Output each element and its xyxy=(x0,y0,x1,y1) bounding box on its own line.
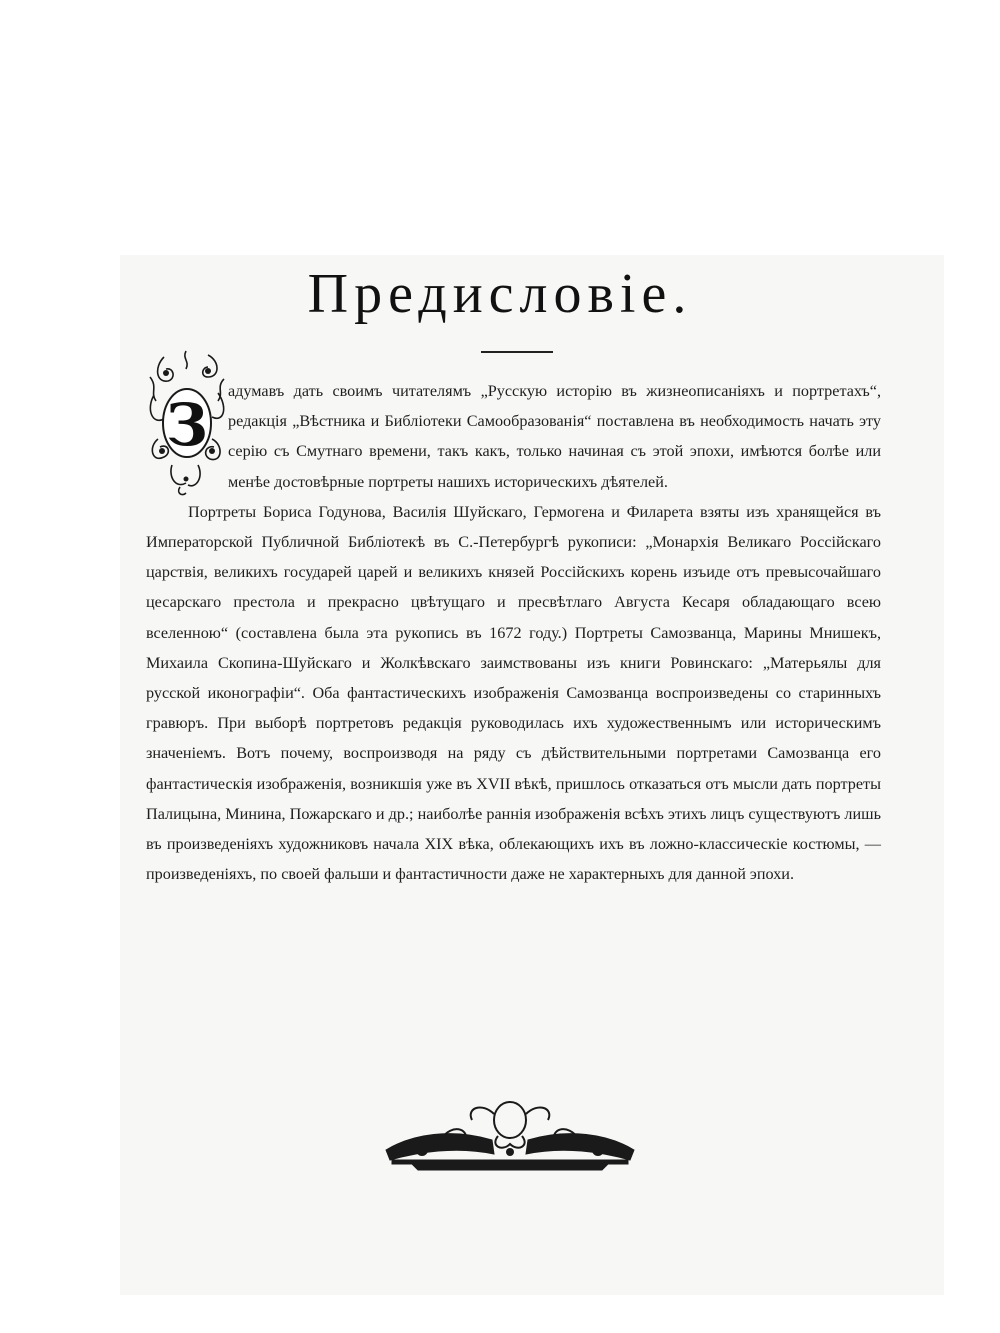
preface-text xyxy=(146,376,881,889)
paragraph-1: адумавъ дать своимъ читателямъ „Русскую исторію въ жизнеописаніяхъ и портретахъ“, редакція „Вѣстника и Библіотеки Самообразованія“ поставлена въ необходимость начать эту серію съ Смутнаго времени, такъ какъ, только начиная съ этой эпохи, имѣются болѣе или менѣе достовѣрные портреты нашихъ историческихъ дѣятелей. xyxy=(228,382,881,491)
dropcap-letter: З xyxy=(166,391,208,459)
page-title: Предисловіе. xyxy=(307,263,693,325)
cornucopia-ornament-icon xyxy=(382,1094,638,1176)
dropcap-spacer xyxy=(146,376,228,494)
title-divider xyxy=(481,351,553,353)
paragraph-2: Портреты Бориса Годунова, Василія Шуйскаго, Гермогена и Филарета взяты изъ хранящейся въ Императорской Публичной Библіотекѣ въ С.-Петербургѣ рукописи: „Монархія Великаго Россійскаго царствія, великихъ государей царей и великихъ князей Россійскихъ корень изъиде отъ превысочайшаго цесарскаго престола и прекрасно цвѣтущаго и пресвѣтлаго Августа Кесаря обладающаго всею вселенною“ (составлена была эта рукопись въ 1672 году.) Портреты Самозванца, Марины Мнишекъ, Михаила Скопина-Шуйскаго и Жолкѣвскаго заимствованы изъ книги Ровинскаго: „Матерьялы для русской иконографіи“. Оба фантастическихъ изображенія Самозванца воспроизведены со старинныхъ гравюръ. При выборѣ портретовъ редакція руководилась ихъ художественнымъ или историческимъ значеніемъ. Вотъ почему, воспроизводя на ряду съ дѣйствительными портретами Самозванца его фантастическія изображенія, возникшія уже въ XVII вѣкѣ, пришлось отказаться отъ мысли дать портреты Палицына, Минина, Пожарскаго и др.; наиболѣе раннія изображенія всѣхъ этихъ лицъ существуютъ лишь въ произведеніяхъ художниковъ начала XIX вѣка, облекающихъ ихъ въ ложно-классическіе костюмы, — произведеніяхъ, по своей фальши и фантастичности даже не характерныхъ для данной эпохи. xyxy=(146,502,881,884)
